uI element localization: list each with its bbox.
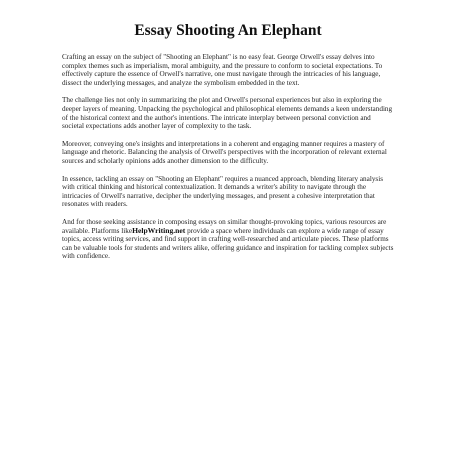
paragraph-5 (62, 218, 394, 261)
document-body (62, 53, 394, 261)
paragraph-1: Crafting an essay on the subject of "Shooting an Elephant" is no easy feat. George Orwell's essay delves into complex themes such as imperialism, moral ambiguity, and the pressure to conform to societal expectations. To effectively capture the essence of Orwell's narrative, one must navigate through the intricacies of his language, dissect the underlying messages, and analyze the symbolism embedded in the text. (62, 53, 383, 87)
document-title: Essay Shooting An Elephant (134, 22, 322, 39)
paragraph-2: The challenge lies not only in summarizing the plot and Orwell's personal experiences but also in exploring the deeper layers of meaning. Unpacking the psychological and philosophical elements demands a keen understanding of the historical context and the author's intentions. The intricate interplay between personal conviction and societal expectations adds another layer of complexity to the task. (62, 96, 393, 131)
paragraph-3: Moreover, conveying one's insights and interpretations in a coherent and engaging manner requires a mastery of language and rhetoric. Balancing the analysis of Orwell's perspectives with the incorporation of relevant external sources and scholarly opinions adds another dimension to the difficulty. (62, 139, 387, 165)
paragraph-4: In essence, tackling an essay on "Shooting an Elephant" requires a nuanced approach, blending literary analysis with critical thinking and historical contextualization. It demands a writer's ability to navigate through the intricacies of Orwell's narrative, decipher the underlying messages, and present a cohesive interpretation that resonates with readers. (62, 174, 384, 209)
document-content (62, 22, 394, 270)
paragraph-5-rest: provide a space where individuals can explore a wide range of essay topics, access writing services, and find support in crafting well-researched and articulate pieces. These platforms can be valuable tools for students and writers alike, offering guidance and inspiration for tackling complex subjects with confidence. (62, 226, 394, 261)
helpwriting-brand: HelpWriting.net (132, 225, 186, 235)
paragraph-5-intro: And for those seeking assistance in composing essays on similar thought-provoking topics, various resources are available. Platforms like (62, 217, 387, 235)
